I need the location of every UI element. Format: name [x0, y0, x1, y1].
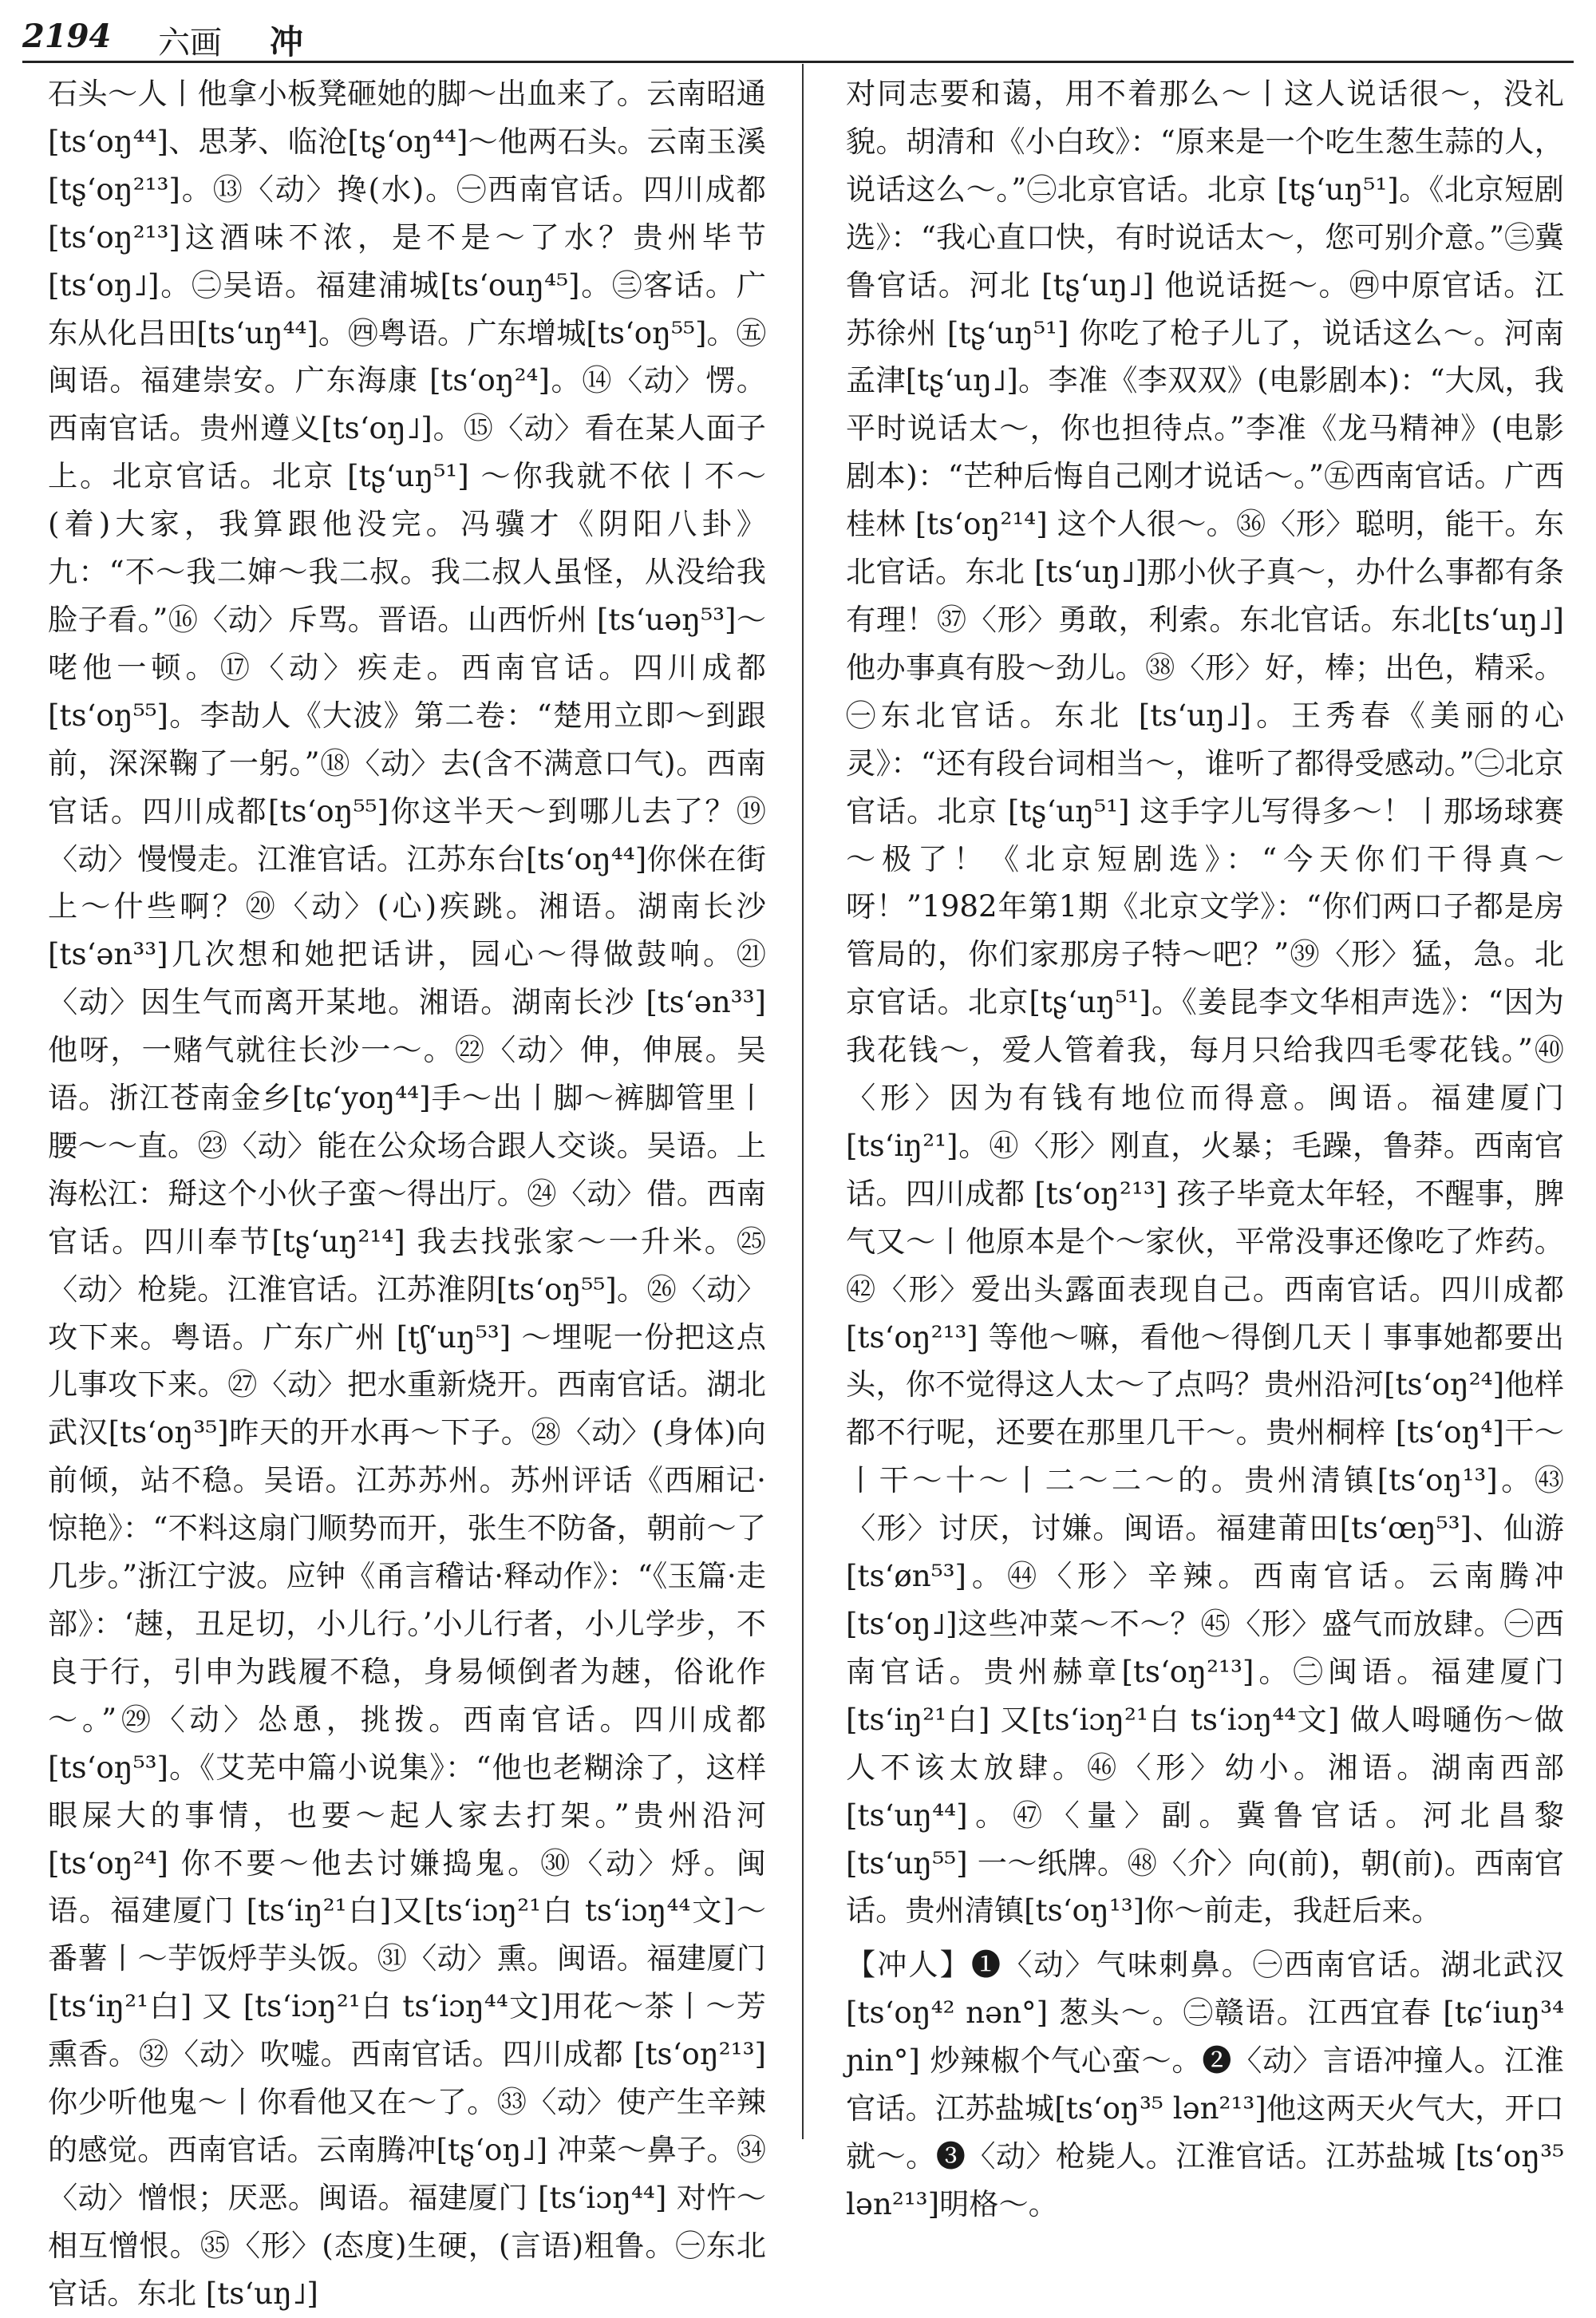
left-column — [48, 70, 766, 2311]
page-number: 2194 — [22, 18, 112, 55]
entry-chongren: 【冲人】❶〈动〉气味刺鼻。㊀西南官话。湖北武汉 [tsʻoŋ⁴² nən°] 葱头～。㊁赣语。江西宜春 [tɕʻiuŋ³⁴ ɲin°] 炒辣椒个气心蛮～。❷〈动〉言语冲撞人。江淮官话。江苏盐城[tsʻoŋ³⁵ lən²¹³]他这两天火气大，开口就～。❸〈动〉枪毙人。江淮官话。江苏盐城 [tsʻoŋ³⁵ lən²¹³]明格～。 — [846, 1947, 1564, 2221]
page-header — [22, 14, 1574, 63]
right-column — [846, 70, 1564, 2221]
left-column-text: 石头～人丨他拿小板凳砸她的脚～出血来了。云南昭通[tsʻoŋ⁴⁴]、思茅、临沧[tʂʻoŋ⁴⁴]～他两石头。云南玉溪[tʂʻoŋ²¹³]。⑬〈动〉搀(水)。㊀西南官话。四川成都[tsʻoŋ²¹³]这酒味不浓，是不是～了水？贵州毕节[tsʻoŋ˩]。㊁吴语。福建浦城[tsʻouŋ⁴⁵]。㊂客话。广东从化吕田[tsʻuŋ⁴⁴]。㊃粤语。广东增城[tsʻoŋ⁵⁵]。㊄闽语。福建崇安。广东海康 [tsʻoŋ²⁴]。⑭〈动〉愣。西南官话。贵州遵义[tsʻoŋ˩]。⑮〈动〉看在某人面子上。北京官话。北京 [tʂʻuŋ⁵¹] ～你我就不依丨不～(着)大家，我算跟他没完。冯骥才《阴阳八卦》九：“不～我二婶～我二叔。我二叔人虽怪，从没给我脸子看。”⑯〈动〉斥骂。晋语。山西忻州 [tsʻuəŋ⁵³]～咾他一顿。⑰〈动〉疾走。西南官话。四川成都[tsʻoŋ⁵⁵]。李劼人《大波》第二卷：“楚用立即～到跟前，深深鞠了一躬。”⑱〈动〉去(含不满意口气)。西南官话。四川成都[tsʻoŋ⁵⁵]你这半天～到哪儿去了？⑲〈动〉慢慢走。江淮官话。江苏东台[tsʻoŋ⁴⁴]你侎在街上～什些啊？⑳〈动〉(心)疾跳。湘语。湖南长沙[tsʻən³³]几次想和她把话讲，园心～得做鼓响。㉑〈动〉因生气而离开某地。湘语。湖南长沙 [tsʻən³³] 他呀，一赌气就往长沙一～。㉒〈动〉伸，伸展。吴语。浙江苍南金乡[tɕʻyoŋ⁴⁴]手～出丨脚～裤脚管里丨腰～～直。㉓〈动〉能在公众场合跟人交谈。吴语。上海松江：搿这个小伙子蛮～得出厅。㉔〈动〉借。西南官话。四川奉节[tʂʻuŋ²¹⁴] 我去找张家～一升米。㉕〈动〉枪毙。江淮官话。江苏淮阴[tsʻoŋ⁵⁵]。㉖〈动〉攻下来。粤语。广东广州 [tʃʻuŋ⁵³] ～埋呢一份把这点儿事攻下来。㉗〈动〉把水重新烧开。西南官话。湖北武汉[tsʻoŋ³⁵]昨天的开水再～下子。㉘〈动〉(身体)向前倾，站不稳。吴语。江苏苏州。苏州评话《西厢记·惊艳》：“不料这扇门顺势而开，张生不防备，朝前～了几步。”浙江宁波。应钟《甬言稽诂·释动作》：“《玉篇·走部》：‘趚，丑足切，小儿行。’小儿行者，小儿学步，不良于行，引申为践履不稳，身易倾倒者为趚，俗讹作～。”㉙〈动〉怂恿，挑拨。西南官话。四川成都 [tsʻoŋ⁵³]。《艾芜中篇小说集》：“他也老糊涂了，这样眼屎大的事情，也要～起人家去打架。”贵州沿河 [tsʻoŋ²⁴] 你不要～他去讨嫌捣鬼。㉚〈动〉烀。闽语。福建厦门 [tsʻiŋ²¹白]又[tsʻiɔŋ²¹白 tsʻiɔŋ⁴⁴文]～番薯丨～芋饭烀芋头饭。㉛〈动〉熏。闽语。福建厦门 [tsʻiŋ²¹白] 又 [tsʻiɔŋ²¹白 tsʻiɔŋ⁴⁴文]用花～茶丨～芳熏香。㉜〈动〉吹嘘。西南官话。四川成都 [tsʻoŋ²¹³] 你少听他鬼～丨你看他又在～了。㉝〈动〉使产生辛辣的感觉。西南官话。云南腾冲[tʂʻoŋ˩] 冲菜～鼻子。㉞〈动〉憎恨；厌恶。闽语。福建厦门 [tsʻiɔŋ⁴⁴] 对忤～相互憎恨。㉟〈形〉(态度)生硬，(言语)粗鲁。㊀东北官话。东北 [tsʻuŋ˩] — [48, 76, 766, 2311]
right-column-text: 对同志要和蔼，用不着那么～丨这人说话很～，没礼貌。胡清和《小白玫》：“原来是一个吃生葱生蒜的人，说话这么～。”㊁北京官话。北京 [tʂʻuŋ⁵¹]。《北京短剧选》：“我心直口快，有时说话太～，您可别介意。”㊂冀鲁官话。河北 [tʂʻuŋ˩] 他说话挺～。㊃中原官话。江苏徐州 [tʂʻuŋ⁵¹] 你吃了枪子儿了，说话这么～。河南孟津[tʂʻuŋ˩]。李准《李双双》(电影剧本)：“大凤，我平时说话太～，你也担待点。”李准《龙马精神》(电影剧本)：“芒种后悔自己刚才说话～。”㊄西南官话。广西桂林 [tsʻoŋ²¹⁴] 这个人很～。㊱〈形〉聪明，能干。东北官话。东北 [tsʻuŋ˩]那小伙子真～，办什么事都有条有理！㊲〈形〉勇敢，利索。东北官话。东北[tsʻuŋ˩]他办事真有股～劲儿。㊳〈形〉好，棒；出色，精采。㊀东北官话。东北 [tsʻuŋ˩]。王秀春《美丽的心灵》：“还有段台词相当～，谁听了都得受感动。”㊁北京官话。北京 [tʂʻuŋ⁵¹] 这手字儿写得多～！丨那场球赛～极了！《北京短剧选》：“今天你们干得真～呀！”1982年第1期《北京文学》：“你们两口子都是房管局的，你们家那房子特～吧？”㊴〈形〉猛，急。北京官话。北京[tʂʻuŋ⁵¹]。《姜昆李文华相声选》：“因为我花钱～，爱人管着我，每月只给我四毛零花钱。”㊵〈形〉因为有钱有地位而得意。闽语。福建厦门[tsʻiŋ²¹]。㊶〈形〉刚直，火暴；毛躁，鲁莽。西南官话。四川成都 [tsʻoŋ²¹³] 孩子毕竟太年轻，不醒事，脾气又～丨他原本是个～家伙，平常没事还像吃了炸药。㊷〈形〉爱出头露面表现自己。西南官话。四川成都[tsʻoŋ²¹³] 等他～嘛，看他～得倒几天丨事事她都要出头，你不觉得这人太～了点吗？贵州沿河[tsʻoŋ²⁴]他样都不行呢，还要在那里几干～。贵州桐梓 [tsʻoŋ⁴]干～丨干～十～丨二～二～的。贵州清镇[tsʻoŋ¹³]。㊸〈形〉讨厌，讨嫌。闽语。福建莆田[tsʻœŋ⁵³]、仙游[tsʻøn⁵³]。㊹〈形〉辛辣。西南官话。云南腾冲[tsʻoŋ˩]这些冲菜～不～？㊺〈形〉盛气而放肆。㊀西南官话。贵州赫章[tsʻoŋ²¹³]。㊁闽语。福建厦门 [tsʻiŋ²¹白] 又[tsʻiɔŋ²¹白 tsʻiɔŋ⁴⁴文] 做人呣嗵伤～做人不该太放肆。㊻〈形〉幼小。湘语。湖南西部 [tsʻuŋ⁴⁴]。㊼〈量〉副。冀鲁官话。河北昌黎[tsʻuŋ⁵⁵] 一～纸牌。㊽〈介〉向(前)，朝(前)。西南官话。贵州清镇[tsʻoŋ¹³]你～前走，我赶后来。 — [846, 76, 1564, 1928]
section-label: 六画 — [158, 25, 222, 61]
headword: 冲 — [270, 22, 304, 61]
column-divider — [802, 64, 804, 2139]
